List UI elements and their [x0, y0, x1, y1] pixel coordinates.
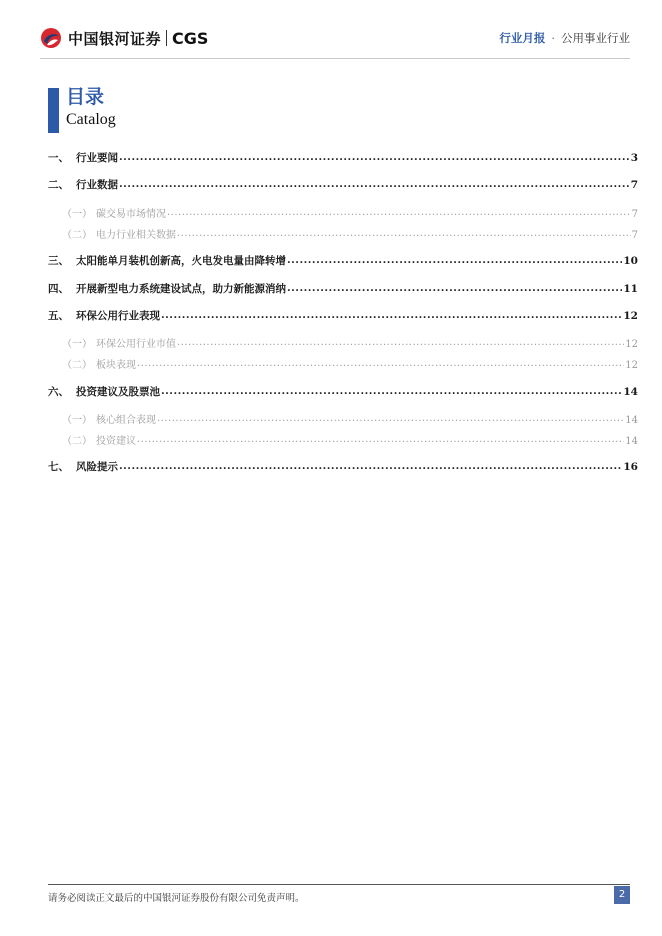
- toc-page: 12: [623, 310, 638, 322]
- toc-leader: [137, 358, 624, 368]
- toc-page: 7: [631, 209, 638, 220]
- page-number-badge: 2: [614, 886, 630, 904]
- toc-number: 一、: [48, 152, 69, 164]
- toc-leader: [137, 434, 624, 444]
- toc-label: 开展新型电力系统建设试点，助力新能源消纳: [76, 283, 286, 295]
- toc-page: 7: [631, 230, 638, 241]
- toc-label: 行业要闻: [76, 152, 118, 164]
- footer-divider: [48, 884, 630, 885]
- toc-number: （一）: [62, 339, 92, 350]
- toc-leader: [167, 207, 631, 217]
- toc-number: （二）: [62, 230, 92, 241]
- toc-leader: [161, 309, 622, 320]
- footer-disclaimer: 请务必阅读正文最后的中国银河证券股份有限公司免责声明。: [48, 893, 305, 904]
- toc-leader: [287, 282, 622, 293]
- toc-label: 电力行业相关数据: [96, 230, 176, 241]
- toc-page: 3: [630, 152, 638, 164]
- toc-entry[interactable]: [48, 177, 638, 192]
- toc-number: 四、: [48, 283, 69, 295]
- toc-label: 风险提示: [76, 461, 118, 473]
- toc-page: 14: [625, 436, 638, 447]
- toc-number: （一）: [62, 415, 92, 426]
- header-separator: ·: [551, 31, 555, 45]
- toc-page: 14: [623, 386, 638, 398]
- toc-label: 环保公用行业市值: [96, 339, 176, 350]
- toc-entry[interactable]: [48, 308, 638, 323]
- toc-label: 投资建议及股票池: [76, 386, 160, 398]
- toc-page: 12: [625, 360, 638, 371]
- toc-number: （二）: [62, 436, 92, 447]
- toc-number: （一）: [62, 209, 92, 220]
- page-title: 目录: [66, 86, 105, 108]
- logo-divider: [166, 30, 167, 46]
- toc-entry[interactable]: [48, 253, 638, 268]
- logo-en-text: CGS: [172, 28, 209, 48]
- toc-number: 三、: [48, 255, 69, 267]
- report-type: 行业月报: [499, 31, 546, 45]
- toc-label: 行业数据: [76, 179, 118, 191]
- title-accent-bar: [48, 88, 59, 133]
- toc-entry[interactable]: [48, 384, 638, 399]
- toc-label: 投资建议: [96, 436, 136, 447]
- toc-page: 10: [623, 255, 638, 267]
- company-logo: [40, 26, 208, 50]
- toc-entry[interactable]: [48, 281, 638, 296]
- toc-subentry[interactable]: [48, 205, 638, 220]
- logo-text: 中国银河证券: [68, 29, 162, 48]
- toc-leader: [287, 254, 622, 265]
- toc-label: 太阳能单月装机创新高，火电发电量由降转增: [76, 255, 286, 267]
- toc-subentry[interactable]: [48, 226, 638, 241]
- toc-number: （二）: [62, 360, 92, 371]
- toc-leader: [177, 228, 631, 238]
- toc-entry[interactable]: [48, 150, 638, 165]
- header-divider: [40, 58, 630, 59]
- toc-number: 七、: [48, 461, 69, 473]
- toc-leader: [119, 178, 630, 189]
- toc-subentry[interactable]: [48, 432, 638, 447]
- galaxy-logo-icon: [40, 27, 62, 49]
- toc-leader: [119, 460, 622, 471]
- toc-label: 环保公用行业表现: [76, 310, 160, 322]
- toc-page: 12: [625, 339, 638, 350]
- page-subtitle: Catalog: [66, 111, 116, 128]
- header-report-info: [499, 30, 630, 46]
- toc-page: 16: [623, 461, 638, 473]
- toc-label: 板块表现: [96, 360, 136, 371]
- toc-number: 五、: [48, 310, 69, 322]
- toc-label: 核心组合表现: [96, 415, 156, 426]
- toc-entry[interactable]: [48, 459, 638, 474]
- toc-leader: [161, 385, 622, 396]
- toc-subentry[interactable]: [48, 356, 638, 371]
- toc-page: 14: [625, 415, 638, 426]
- industry-name: 公用事业行业: [561, 31, 630, 45]
- toc-leader: [157, 413, 624, 423]
- toc-number: 六、: [48, 386, 69, 398]
- toc-leader: [177, 337, 624, 347]
- toc-page: 11: [623, 283, 638, 295]
- toc-page: 7: [630, 179, 638, 191]
- toc-label: 碳交易市场情况: [96, 209, 166, 220]
- toc-leader: [119, 151, 630, 162]
- toc-number: 二、: [48, 179, 69, 191]
- toc-subentry[interactable]: [48, 411, 638, 426]
- toc-subentry[interactable]: [48, 335, 638, 350]
